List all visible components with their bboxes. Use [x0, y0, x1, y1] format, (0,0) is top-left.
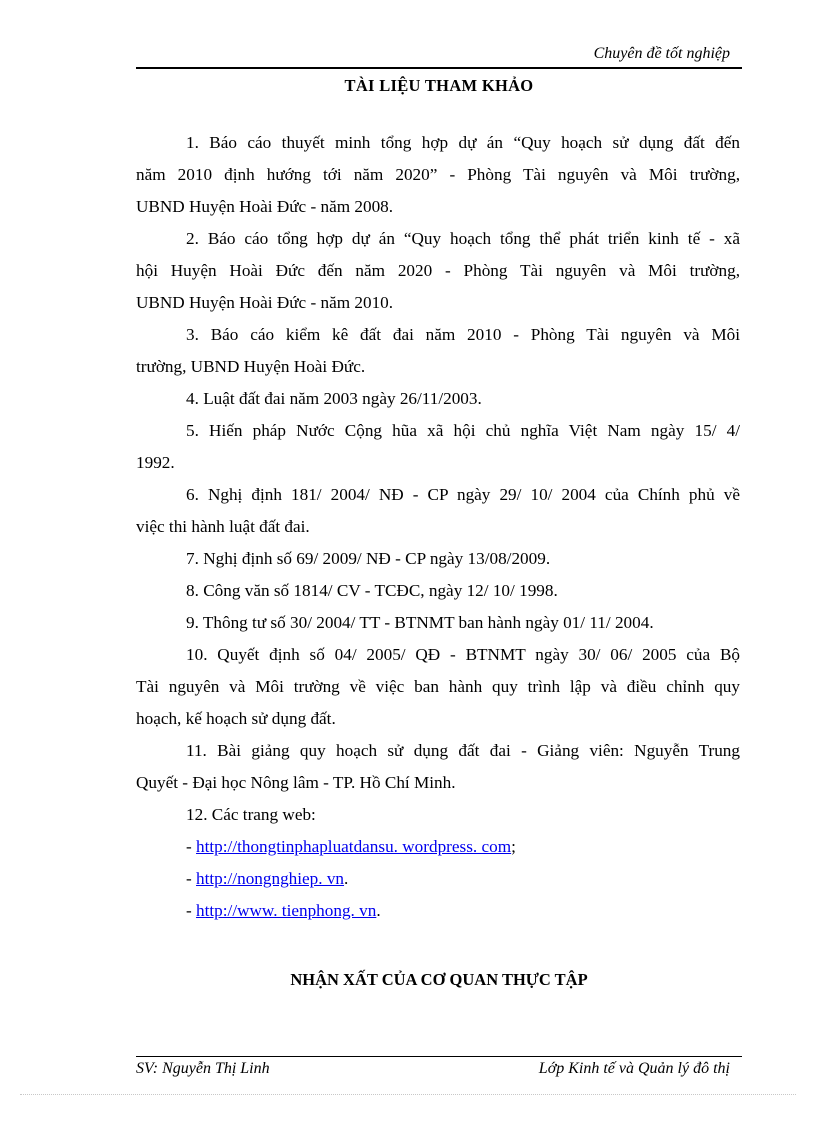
reference-item — [136, 639, 740, 735]
website-link[interactable]: http://thongtinphapluatdansu. wordpress. com — [196, 837, 512, 856]
reference-line: năm 2010 định hướng tới năm 2020” - Phòng Tài nguyên và Môi trường, — [136, 165, 740, 184]
website-item — [136, 895, 740, 927]
website-punctuation: ; — [511, 837, 516, 856]
reference-line: 1. Báo cáo thuyết minh tổng hợp dự án “Quy hoạch sử dụng đất đến — [186, 133, 740, 152]
reference-item — [136, 223, 740, 319]
reference-line: Quyết - Đại học Nông lâm - TP. Hồ Chí Minh. — [136, 773, 456, 792]
closing-heading: NHẬN XẤT CỦA CƠ QUAN THỰC TẬP — [290, 970, 588, 989]
reference-line: 6. Nghị định 181/ 2004/ NĐ - CP ngày 29/ 10/ 2004 của Chính phủ về — [186, 485, 740, 504]
reference-line: hội Huyện Hoài Đức đến năm 2020 - Phòng Tài nguyên và Môi trường, — [136, 261, 740, 280]
reference-item — [136, 575, 740, 607]
reference-line: 2. Báo cáo tổng hợp dự án “Quy hoạch tổng thể phát triển kinh tế - xã — [186, 229, 740, 248]
references-heading: TÀI LIỆU THAM KHẢO — [344, 76, 534, 95]
page-edge-dots — [20, 1094, 796, 1095]
reference-line: 1992. — [136, 453, 175, 472]
reference-line: UBND Huyện Hoài Đức - năm 2010. — [136, 293, 394, 312]
reference-item — [136, 319, 740, 383]
website-bullet: - — [186, 837, 197, 856]
reference-line: 7. Nghị định số 69/ 2009/ NĐ - CP ngày 13/08/2009. — [186, 549, 551, 568]
website-link[interactable]: http://www. tienphong. vn — [196, 901, 377, 920]
website-punctuation: . — [344, 869, 349, 888]
footer-class: Lớp Kinh tế và Quản lý đô thị — [538, 1060, 730, 1077]
reference-line: 10. Quyết định số 04/ 2005/ QĐ - BTNMT ngày 30/ 06/ 2005 của Bộ — [186, 645, 740, 664]
reference-line: 12. Các trang web: — [186, 805, 316, 824]
header-rule — [136, 67, 742, 69]
running-header: Chuyên đề tốt nghiệp — [593, 45, 730, 62]
reference-item — [136, 607, 740, 639]
reference-line: 5. Hiến pháp Nước Cộng hũa xã hội chủ nghĩa Việt Nam ngày 15/ 4/ — [186, 421, 740, 440]
footer-student: SV: Nguyễn Thị Linh — [136, 1060, 270, 1077]
reference-item — [136, 127, 740, 223]
website-punctuation: . — [376, 901, 381, 920]
reference-item — [136, 383, 740, 415]
reference-item — [136, 735, 740, 799]
website-bullet: - — [186, 901, 197, 920]
reference-item — [136, 799, 740, 831]
website-item — [136, 831, 740, 863]
reference-line: UBND Huyện Hoài Đức - năm 2008. — [136, 197, 394, 216]
website-bullet: - — [186, 869, 197, 888]
website-link[interactable]: http://nongnghiep. vn — [196, 869, 345, 888]
reference-line: 4. Luật đất đai năm 2003 ngày 26/11/2003. — [186, 389, 482, 408]
reference-line: 8. Công văn số 1814/ CV - TCĐC, ngày 12/ 10/ 1998. — [186, 581, 558, 600]
reference-line: hoạch, kế hoạch sử dụng đất. — [136, 709, 336, 728]
reference-line: trường, UBND Huyện Hoài Đức. — [136, 357, 366, 376]
website-item — [136, 863, 740, 895]
footer-rule — [136, 1056, 742, 1057]
reference-line: Tài nguyên và Môi trường về việc ban hành quy trình lập và điều chỉnh quy — [136, 677, 740, 696]
reference-item — [136, 415, 740, 479]
reference-item — [136, 479, 740, 543]
reference-line: 9. Thông tư số 30/ 2004/ TT - BTNMT ban hành ngày 01/ 11/ 2004. — [186, 613, 654, 632]
reference-item — [136, 543, 740, 575]
reference-list — [136, 127, 740, 927]
reference-line: 11. Bài giảng quy hoạch sử dụng đất đai - Giảng viên: Nguyễn Trung — [186, 741, 740, 760]
reference-line: việc thi hành luật đất đai. — [136, 517, 310, 536]
reference-line: 3. Báo cáo kiểm kê đất đai năm 2010 - Phòng Tài nguyên và Môi — [186, 325, 740, 344]
